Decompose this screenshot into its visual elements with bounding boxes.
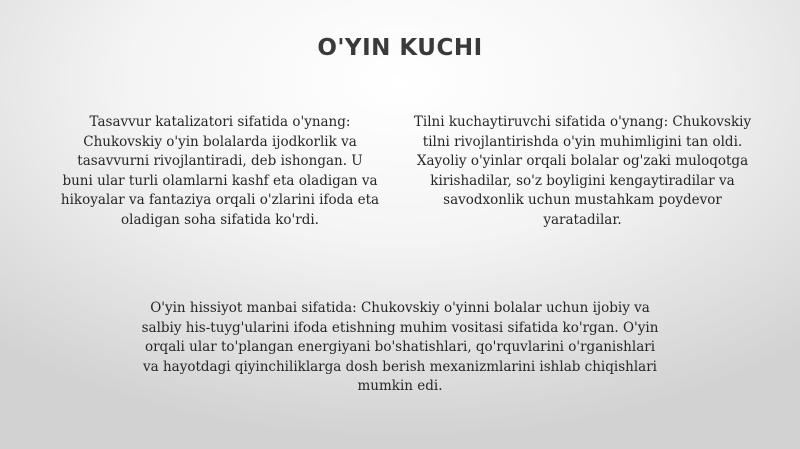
slide-title: O'YIN KUCHI (317, 35, 483, 61)
text-block-language: Tilni kuchaytiruvchi sifatida o'ynang: Chukovskiy tilni rivojlantirishda o'yin muhimligini tan oldi. Xayoliy o'yinlar orqali bolalar og'zaki muloqotga kirishadilar, so'z boyligini kengaytiradilar va savodxonlik uchun mustahkam poydevor yaratadilar. (413, 114, 752, 228)
text-block-imagination: Tasavvur katalizatori sifatida o'ynang: Chukovskiy o'yin bolalarda ijodkorlik va tasavvurni rivojlantiradi, deb ishongan. U buni ular turli olamlarni kashf eta oladigan va hikoyalar va fantaziya orqali o'zlarini ifoda eta oladigan soha sifatida ko'rdi. (60, 114, 380, 228)
text-block-emotion: O'yin hissiyot manbai sifatida: Chukovskiy o'yinni bolalar uchun ijobiy va salbiy his-tuyg'ularini ifoda etishning muhim vositasi sifatida ko'rgan. O'yin orqali ular to'plangan energiyani bo'shatishlari, qo'rquvlarini o'rganishlari va hayotdagi qiyinchiliklarga dosh berish mexanizmlarini ishlab chiqishlari mumkin edi. (141, 300, 659, 394)
